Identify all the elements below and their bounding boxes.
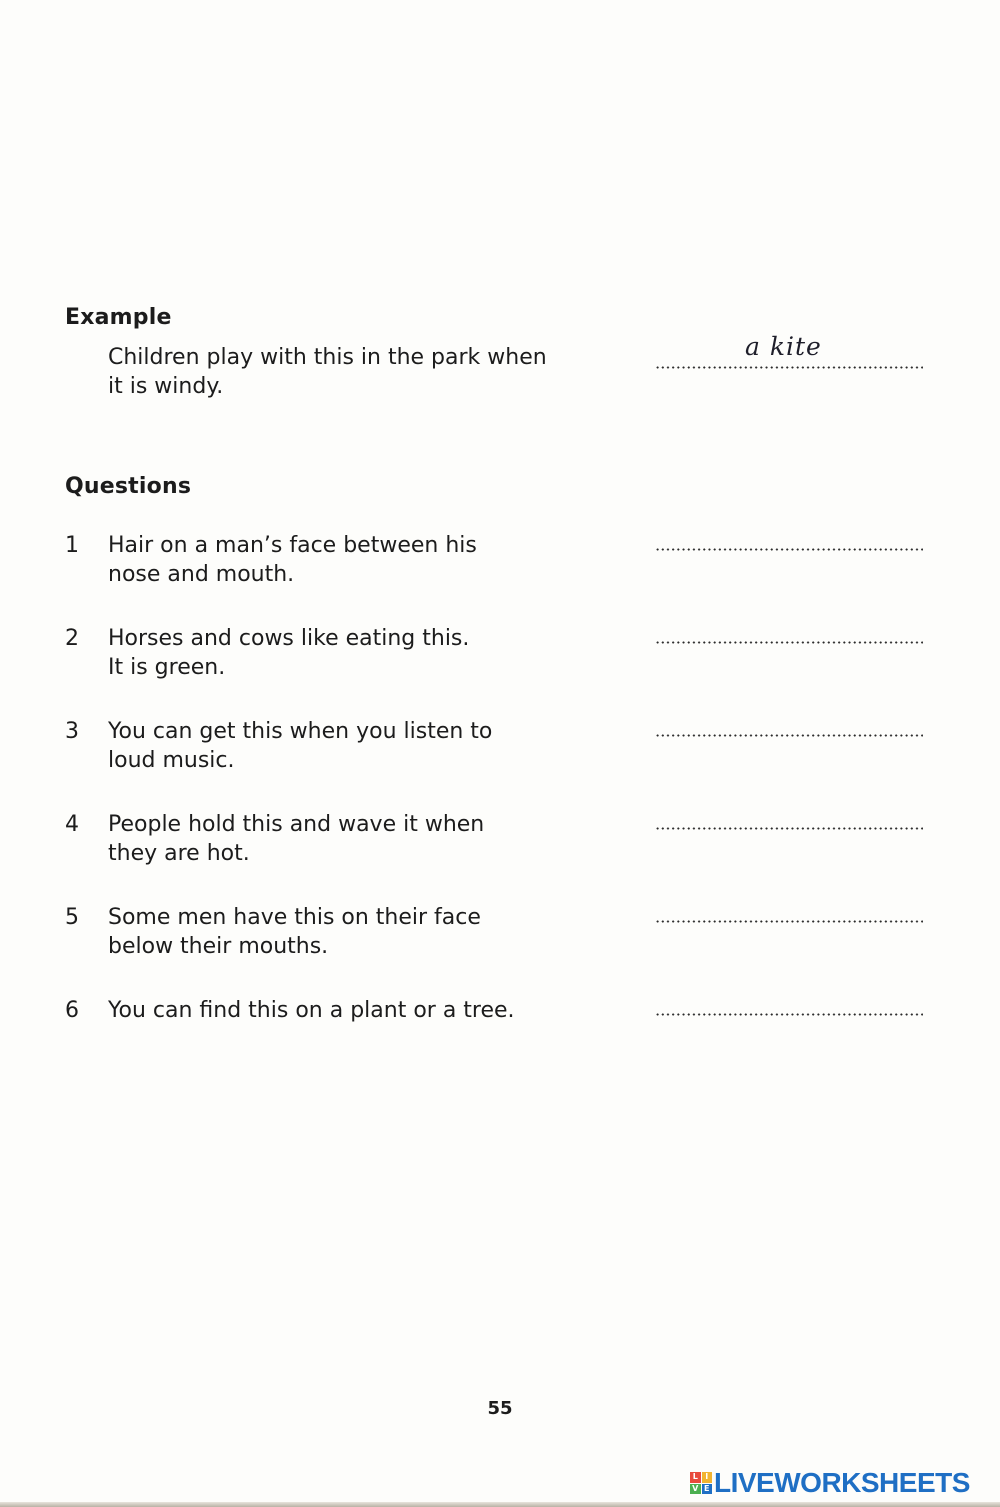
question-line: You can get this when you listen to — [108, 719, 493, 744]
question-line: below their mouths. — [108, 934, 329, 959]
example-line: Children play with this in the park when — [108, 345, 547, 370]
question-number: 1 — [65, 533, 79, 558]
answer-input-1[interactable] — [655, 548, 923, 551]
question-number: 2 — [65, 626, 79, 651]
answer-input-5[interactable] — [655, 920, 923, 923]
question-text — [108, 996, 628, 1025]
example-answer: a kite — [745, 332, 822, 361]
question-text — [108, 531, 628, 589]
question-line: loud music. — [108, 748, 235, 773]
brand-name: LIVEWORKSHEETS — [714, 1467, 970, 1498]
question-number: 5 — [65, 905, 79, 930]
example-answer-line — [655, 366, 923, 369]
example-text — [108, 343, 628, 401]
answer-input-6[interactable] — [655, 1013, 923, 1016]
question-text — [108, 624, 628, 682]
liveworksheets-logo-icon — [690, 1472, 712, 1494]
answer-input-4[interactable] — [655, 827, 923, 830]
answer-input-2[interactable] — [655, 641, 923, 644]
question-text — [108, 810, 628, 868]
question-line: It is green. — [108, 655, 226, 680]
logo-letter: V — [690, 1484, 701, 1495]
question-text — [108, 903, 628, 961]
question-line: Some men have this on their face — [108, 905, 481, 930]
page-number: 55 — [487, 1398, 513, 1419]
question-number: 3 — [65, 719, 79, 744]
logo-letter: I — [702, 1472, 713, 1483]
question-line: Horses and cows like eating this. — [108, 626, 470, 651]
liveworksheets-brand[interactable] — [690, 1468, 970, 1498]
questions-heading: Questions — [65, 474, 192, 499]
question-text — [108, 717, 628, 775]
answer-input-3[interactable] — [655, 734, 923, 737]
page-edge — [0, 1502, 1000, 1507]
question-line: Hair on a man’s face between his — [108, 533, 477, 558]
question-number: 6 — [65, 998, 79, 1023]
logo-letter: E — [702, 1484, 713, 1495]
question-line: nose and mouth. — [108, 562, 295, 587]
question-line: they are hot. — [108, 841, 250, 866]
question-line: You can find this on a plant or a tree. — [108, 998, 515, 1023]
example-heading: Example — [65, 305, 172, 330]
question-number: 4 — [65, 812, 79, 837]
question-line: People hold this and wave it when — [108, 812, 485, 837]
example-line: it is windy. — [108, 374, 224, 399]
logo-letter: L — [690, 1472, 701, 1483]
